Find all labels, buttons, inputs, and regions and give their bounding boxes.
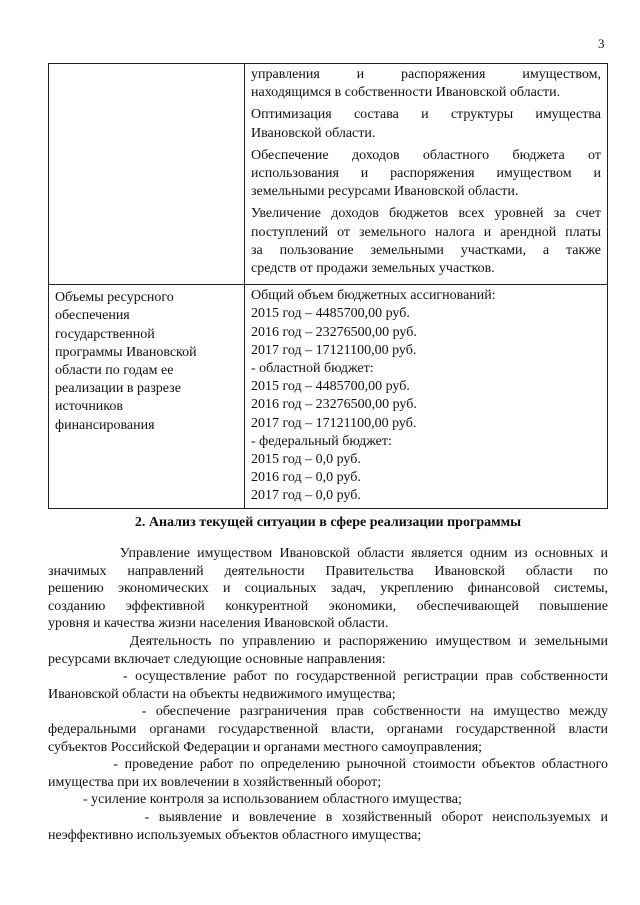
- body-paragraph: [48, 703, 608, 756]
- goal-line: средств от продажи земельных участков.: [251, 261, 495, 277]
- funding-value-line: 2017 год – 0,0 руб.: [251, 488, 361, 504]
- page-number: 3: [598, 36, 605, 51]
- body-line: Деятельность по управлению и распоряжению имуществом и земельными: [48, 633, 608, 649]
- goal-line: находящимся в собственности Ивановской области.: [251, 85, 561, 101]
- goal-line: управления и распоряжения имуществом,: [251, 67, 601, 82]
- funding-label-line: Объемы ресурсного: [55, 290, 174, 306]
- funding-value-line: - федеральный бюджет:: [251, 433, 392, 449]
- funding-label-line: обеспечения: [55, 308, 130, 324]
- funding-label-line: реализации в разрезе: [55, 381, 181, 397]
- funding-value-line: 2017 год – 17121100,00 руб.: [251, 415, 417, 431]
- funding-value-line: 2015 год – 0,0 руб.: [251, 452, 361, 468]
- program-passport-table: [48, 63, 608, 509]
- body-line: решению экономических и социальных задач, укреплению финансовой системы,: [48, 581, 608, 597]
- row-label-empty: [49, 64, 245, 285]
- body-line: - проведение работ по определению рыночной стоимости объектов областного: [48, 757, 608, 773]
- body-line: - обеспечение разграничения прав собственности на имущество между: [48, 704, 608, 720]
- funding-values-cell: [245, 285, 608, 508]
- body-line: Ивановской области на объекты недвижимого имущества;: [48, 686, 396, 702]
- funding-value-line: 2015 год – 4485700,00 руб.: [251, 379, 410, 395]
- section-title: 2. Анализ текущей ситуации в сфере реализации программы: [134, 515, 522, 530]
- body-line: уровня и качества жизни населения Ивановской области.: [48, 616, 389, 632]
- goal-line: поступлений от земельного налога и арендной платы: [251, 224, 601, 240]
- body-line: субъектов Российской Федерации и органами местного самоуправления;: [48, 739, 483, 755]
- body-paragraph: [48, 668, 608, 703]
- funding-label-line: области по годам ее: [55, 363, 174, 379]
- goal-line: земельными ресурсами Ивановской области.: [251, 184, 519, 200]
- body-paragraph: [48, 809, 608, 844]
- goals-cell: [245, 64, 608, 285]
- body-line: - осуществление работ по государственной регистрации прав собственности: [48, 669, 608, 685]
- table-row-funding: [49, 285, 608, 508]
- funding-label-line: финансирования: [55, 417, 155, 433]
- goal-line: Оптимизация состава и структуры имущества: [251, 107, 601, 123]
- funding-value-line: Общий объем бюджетных ассигнований:: [251, 288, 496, 304]
- body-line: Управление имуществом Ивановской области является одним из основных и: [48, 546, 608, 561]
- funding-value-line: 2017 год – 17121100,00 руб.: [251, 342, 417, 358]
- body-line: значимых направлений деятельности Правительства Ивановской области по: [48, 563, 608, 579]
- body-line: неэффективно используемых объектов областного имущества;: [48, 827, 422, 843]
- funding-label-line: государственной: [55, 326, 155, 342]
- body-line: имущества при их вовлечении в хозяйственный оборот;: [48, 774, 382, 790]
- section-body: [48, 545, 608, 844]
- body-paragraph: [48, 633, 608, 668]
- funding-label-cell: [49, 285, 245, 508]
- goal-paragraph: [251, 147, 601, 202]
- funding-value-line: - областной бюджет:: [251, 361, 374, 377]
- funding-label-line: источников: [55, 399, 124, 415]
- body-paragraph: [48, 791, 608, 809]
- body-line: ресурсами включает следующие основные направления:: [48, 651, 386, 667]
- goal-line: за пользование земельными участками, а также: [251, 242, 601, 258]
- funding-label-line: программы Ивановской: [55, 344, 197, 360]
- goal-paragraph: [251, 205, 601, 278]
- goal-line: использования и распоряжения имуществом и: [251, 166, 601, 182]
- body-paragraph: [48, 545, 608, 633]
- body-line: - усиление контроля за использованием областного имущества;: [48, 792, 462, 808]
- goal-paragraph: [251, 106, 601, 142]
- goal-paragraph: [251, 66, 601, 102]
- funding-value-line: 2015 год – 4485700,00 руб.: [251, 306, 410, 322]
- body-line: - выявление и вовлечение в хозяйственный оборот неиспользуемых и: [48, 809, 608, 825]
- goal-line: Увеличение доходов бюджетов всех уровней за счет: [251, 206, 601, 222]
- goal-line: Ивановской области.: [251, 125, 376, 141]
- body-line: созданию эффективной конкурентной экономики, обеспечивающей повышение: [48, 598, 608, 614]
- funding-value-line: 2016 год – 23276500,00 руб.: [251, 397, 417, 413]
- funding-value-line: 2016 год – 23276500,00 руб.: [251, 324, 417, 340]
- body-line: федеральными органами государственной власти, органами государственной власти: [48, 721, 608, 737]
- table-row-goals: [49, 64, 608, 285]
- goal-line: Обеспечение доходов областного бюджета от: [251, 147, 601, 163]
- funding-value-line: 2016 год – 0,0 руб.: [251, 470, 361, 486]
- body-paragraph: [48, 756, 608, 791]
